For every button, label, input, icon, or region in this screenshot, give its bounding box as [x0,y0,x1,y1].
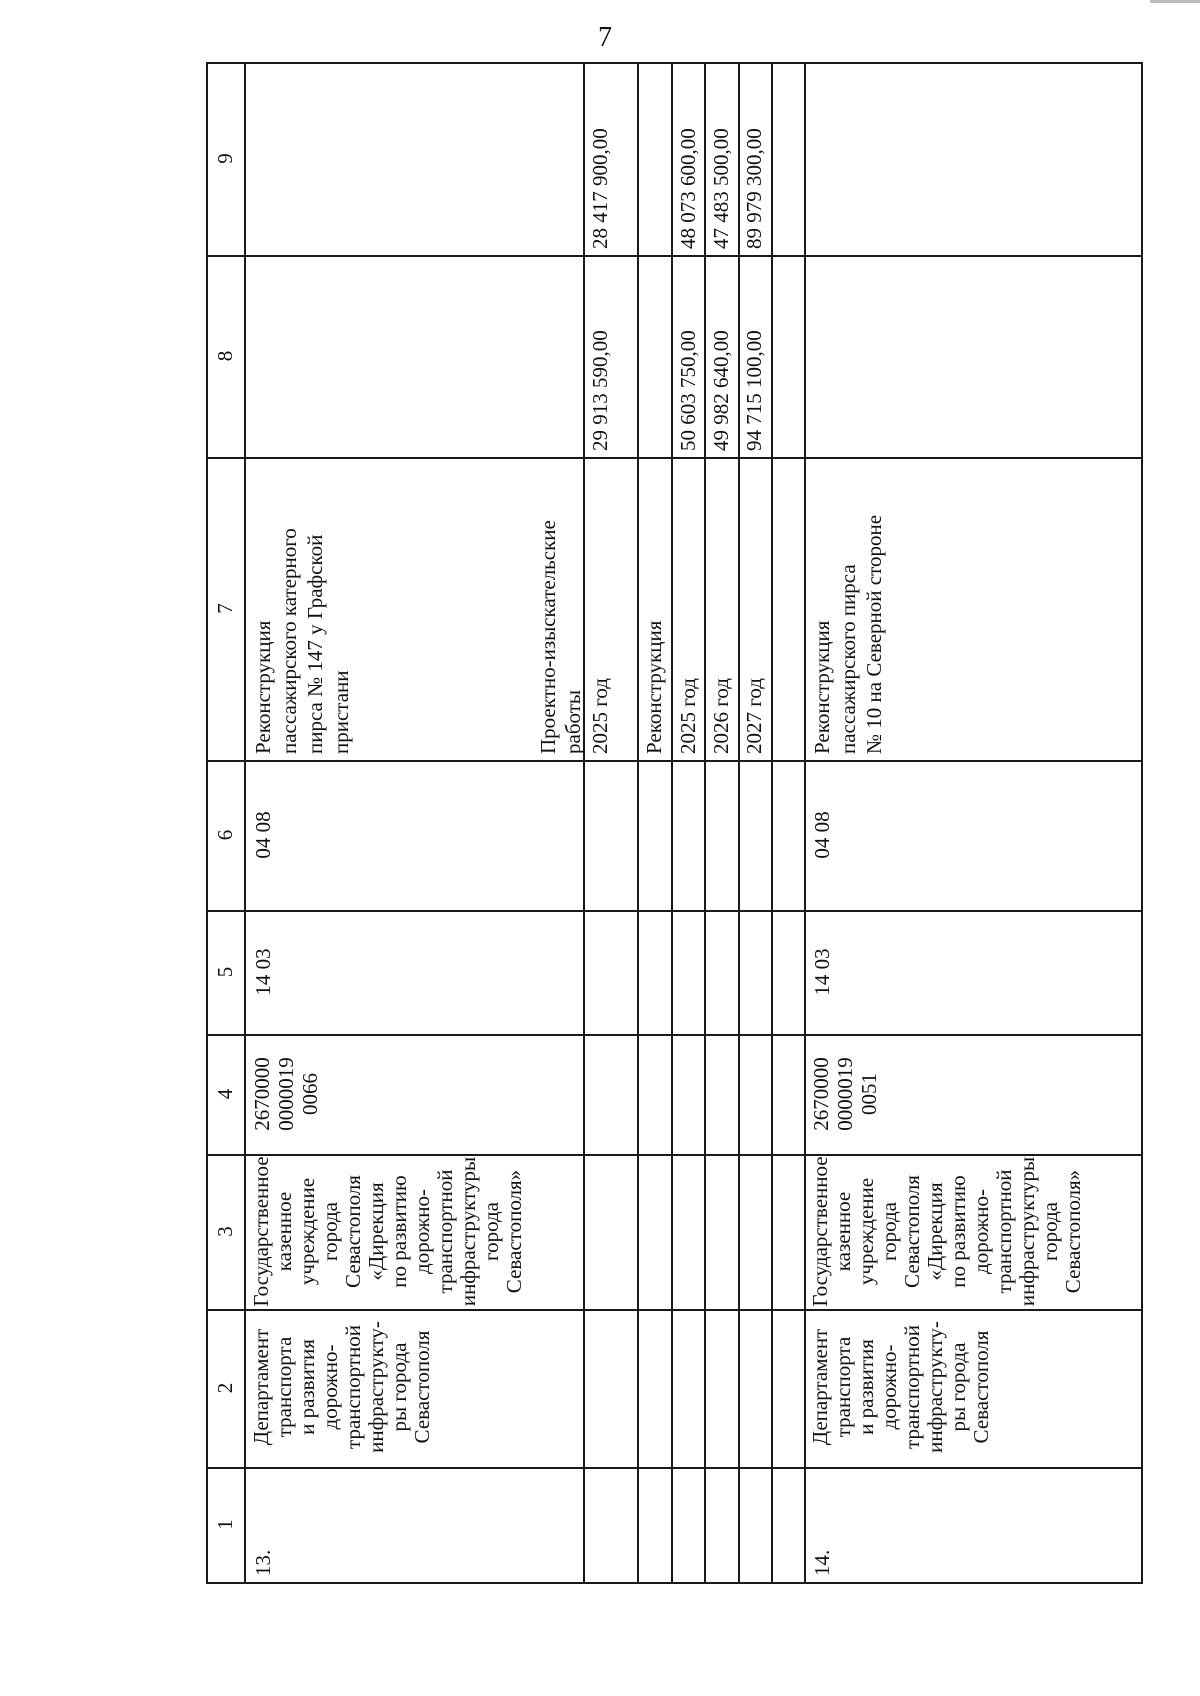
object-name-line: Реконструкция [810,620,834,754]
budget-code-line: 0051 [857,1073,881,1115]
department-name-line: транспорта [831,1336,855,1438]
department-name-line: и развития [854,1339,878,1435]
institution-name-line: учреждение [854,1177,878,1286]
table-border-top [206,62,1143,64]
table-border-left [206,62,208,1584]
subrow-label: 2026 год [709,678,733,754]
column-header-6: 6 [213,829,237,841]
institution-name-line: Государственное [249,1156,273,1307]
institution-name-line: Севастополя» [502,1169,526,1294]
department-name-line: дорожно- [318,1344,342,1430]
institution-name-line: дорожно- [410,1189,434,1274]
table-border-right [1141,62,1143,1584]
department-name-line: Департамент [808,1328,832,1446]
budget-code-line: 2670000 [809,1057,833,1131]
column-divider [206,760,1141,762]
subrow-divider [738,62,740,1582]
department-name-line: транспорта [272,1336,296,1438]
institution-name-line: Севастополя» [1061,1169,1085,1294]
department-name [809,1315,993,1459]
institution-name-line: Севастополя [341,1175,365,1288]
subrow-divider [704,62,706,1582]
column-header-5: 5 [213,966,237,978]
subrow-divider [637,62,639,1582]
subsection-code: 04 08 [810,811,834,859]
amount-col8: 94 715 100,00 [742,330,766,451]
department-name-line: инфраструкту- [364,1321,388,1453]
page-number: 7 [598,22,612,53]
institution-name-line: транспортной [992,1169,1016,1294]
institution-name-line: инфраструктуры [456,1156,480,1307]
institution-name-line: города [877,1202,901,1261]
department-name-line: ры города [387,1342,411,1432]
subrow-label: Проектно-изыскательские работы [536,520,585,754]
entry-number: 14. [810,1549,834,1576]
department-name-line: Севастополя [410,1330,434,1444]
scan-edge-mark [1150,0,1200,3]
institution-name-line: Государственное [808,1156,832,1307]
department-name-line: транспортной [341,1325,365,1449]
subrow-divider [671,62,673,1582]
subrow-label: Реконструкция [642,620,666,754]
column-divider [206,1309,1141,1311]
header-row-divider [244,62,246,1582]
subrow-label: 2027 год [742,678,766,754]
column-divider [206,457,1141,459]
amount-col9: 47 483 500,00 [709,128,733,249]
institution-name-line: учреждение [295,1177,319,1286]
object-name-line: пристани [329,670,353,754]
column-divider [206,255,1141,257]
institution-name [250,1156,526,1307]
subrow-divider [583,62,585,1582]
institution-name-line: города [1038,1202,1062,1261]
object-name-line: Реконструкция [251,620,275,754]
subsection-code: 04 08 [251,811,275,859]
institution-name-line: транспортной [433,1169,457,1294]
column-divider [206,1467,1141,1469]
department-name-line: транспортной [900,1325,924,1449]
object-name [809,463,887,754]
object-name-line: пассажирского пирса [836,564,860,754]
institution-name-line: инфраструктуры [1015,1156,1039,1307]
section-code: 14 03 [810,948,834,996]
department-name-line: Департамент [249,1328,273,1446]
institution-name-line: казенное [831,1191,855,1272]
subrow-label: 2025 год [676,678,700,754]
amount-col9: 28 417 900,00 [588,128,612,249]
budget-code [250,1038,322,1150]
column-header-2: 2 [213,1382,237,1394]
institution-name-line: дорожно- [969,1189,993,1274]
institution-name-line: по развитию [387,1175,411,1288]
amount-col8: 50 603 750,00 [676,330,700,451]
column-header-9: 9 [213,153,237,164]
budget-code-line: 0066 [298,1073,322,1115]
budget-code [809,1038,881,1150]
subrow-divider [771,62,773,1582]
budget-code-line: 0000019 [274,1057,298,1131]
institution-name-line: казенное [272,1191,296,1272]
institution-name-line: по развитию [946,1175,970,1288]
institution-name-line: города [318,1202,342,1261]
object-name-line: пассажирского катерного [277,528,301,754]
column-header-8: 8 [213,350,237,362]
amount-col8: 29 913 590,00 [588,330,612,451]
department-name-line: дорожно- [877,1344,901,1430]
department-name-line: ры города [946,1342,970,1432]
amount-col9: 89 979 300,00 [742,128,766,249]
object-name-line: пирса № 147 у Графской [303,534,327,754]
budget-code-line: 0000019 [833,1057,857,1131]
institution-name-line: «Дирекция [923,1182,947,1281]
column-header-4: 4 [213,1088,237,1100]
section-code: 14 03 [251,948,275,996]
column-header-1: 1 [213,1519,237,1530]
entry-divider [804,62,806,1582]
department-name-line: инфраструкту- [923,1321,947,1453]
institution-name-line: «Дирекция [364,1182,388,1281]
subrow-label: 2025 год [588,678,612,754]
institution-name-line: города [479,1202,503,1261]
table-border-bottom [206,1582,1143,1584]
object-name-line: № 10 на Северной стороне [862,514,886,754]
institution-name [809,1156,1085,1307]
department-name [250,1315,434,1459]
column-divider [206,1034,1141,1036]
column-header-7: 7 [213,603,237,614]
amount-col9: 48 073 600,00 [676,128,700,249]
column-header-3: 3 [213,1226,237,1237]
amount-col8: 49 982 640,00 [709,330,733,451]
object-name [250,463,354,754]
department-name-line: Севастополя [969,1330,993,1444]
budget-code-line: 2670000 [250,1057,274,1131]
institution-name-line: Севастополя [900,1175,924,1288]
entry-number: 13. [251,1549,275,1576]
department-name-line: и развития [295,1339,319,1435]
column-divider [206,910,1141,912]
